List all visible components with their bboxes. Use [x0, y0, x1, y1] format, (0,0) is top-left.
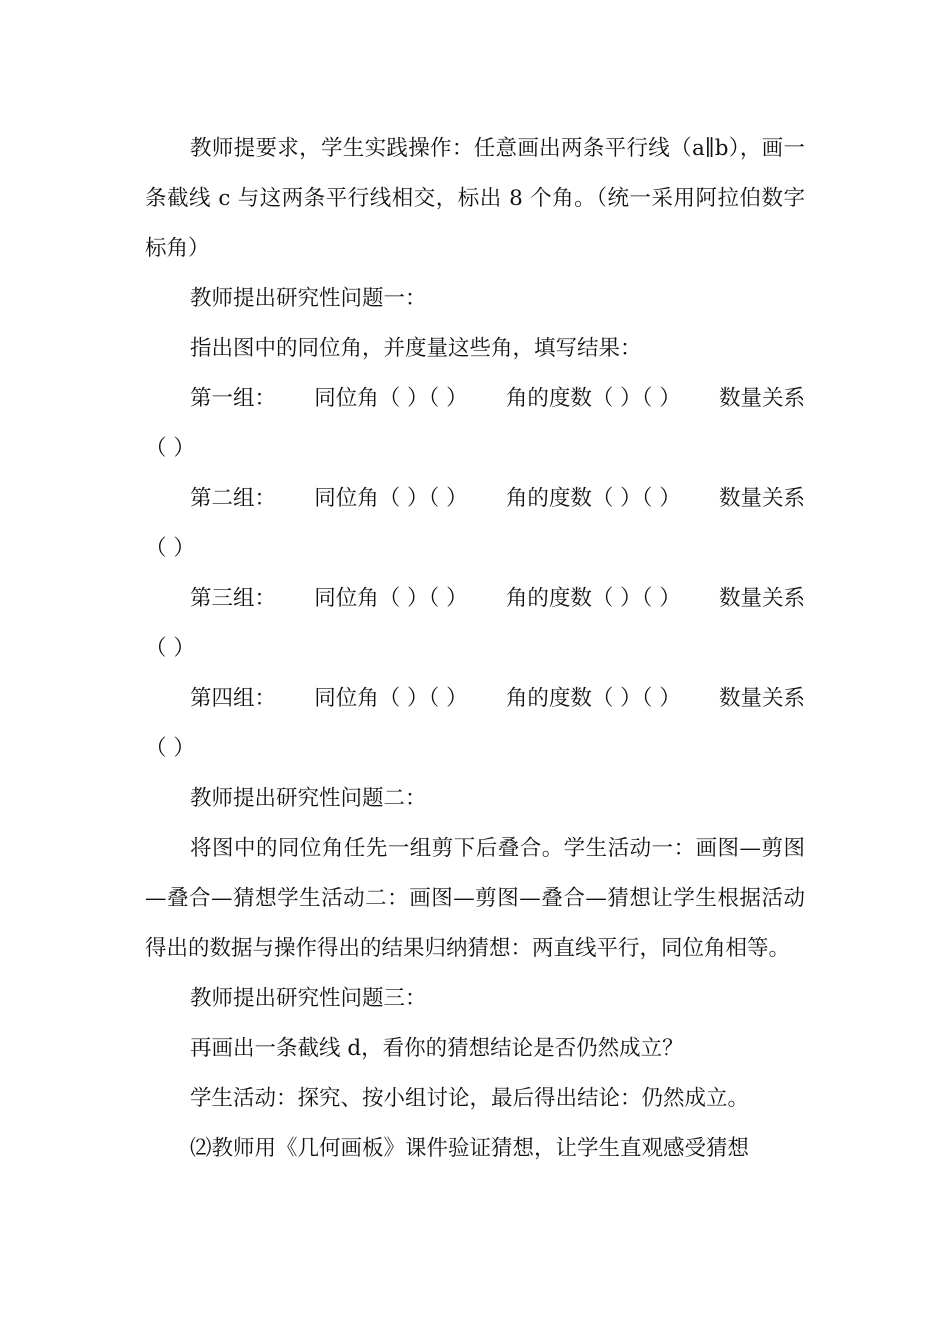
corresponding-angles-blank: 同位角（ ）（ ）	[314, 586, 468, 611]
angle-degree-blank: 角的度数（ ）（ ）	[505, 586, 681, 611]
question-one-title: 教师提出研究性问题一：	[190, 286, 427, 311]
angle-degree-blank: 角的度数（ ）（ ）	[505, 386, 681, 411]
corresponding-angles-blank: 同位角（ ）（ ）	[314, 686, 468, 711]
corresponding-angles-blank: 同位角（ ）（ ）	[314, 486, 468, 511]
group-label: 第三组：	[190, 586, 277, 611]
fill-in-group-1	[145, 374, 805, 474]
question-one-instruction: 指出图中的同位角，并度量这些角，填写结果：	[190, 336, 642, 361]
relation-label: 数量关系	[718, 486, 805, 511]
angle-degree-blank: 角的度数（ ）（ ）	[505, 686, 681, 711]
relation-blank: （ ）	[145, 536, 195, 561]
relation-blank: （ ）	[145, 636, 195, 661]
group-label: 第二组：	[190, 486, 277, 511]
fill-in-group-2	[145, 474, 805, 574]
fill-in-group-4	[145, 674, 805, 774]
relation-label: 数量关系	[718, 386, 805, 411]
question-three-text: 再画出一条截线 d，看你的猜想结论是否仍然成立？	[190, 1036, 684, 1061]
corresponding-angles-blank: 同位角（ ）（ ）	[314, 386, 468, 411]
paragraph-practice-instructions: 教师提要求，学生实践操作：任意画出两条平行线（a∥b），画一条截线 c 与这两条平行线相交，标出 8 个角。（统一采用阿拉伯数字标角）	[145, 136, 805, 261]
angle-degree-blank: 角的度数（ ）（ ）	[505, 486, 681, 511]
document-body	[145, 124, 805, 1174]
question-three-title: 教师提出研究性问题三：	[190, 986, 427, 1011]
student-activity-text: 学生活动：探究、按小组讨论，最后得出结论：仍然成立。	[190, 1086, 750, 1111]
relation-label: 数量关系	[718, 686, 805, 711]
fill-in-group-3	[145, 574, 805, 674]
relation-blank: （ ）	[145, 736, 195, 761]
relation-label: 数量关系	[718, 586, 805, 611]
group-label: 第四组：	[190, 686, 277, 711]
group-label: 第一组：	[190, 386, 277, 411]
relation-blank: （ ）	[145, 436, 195, 461]
step-two-text: ⑵教师用《几何画板》课件验证猜想，让学生直观感受猜想	[190, 1136, 750, 1161]
question-two-text: 将图中的同位角任先一组剪下后叠合。学生活动一：画图—剪图—叠合—猜想学生活动二：画图—剪图—叠合—猜想让学生根据活动得出的数据与操作得出的结果归纳猜想：两直线平行，同位角相等。	[145, 836, 805, 961]
question-two-title: 教师提出研究性问题二：	[190, 786, 427, 811]
